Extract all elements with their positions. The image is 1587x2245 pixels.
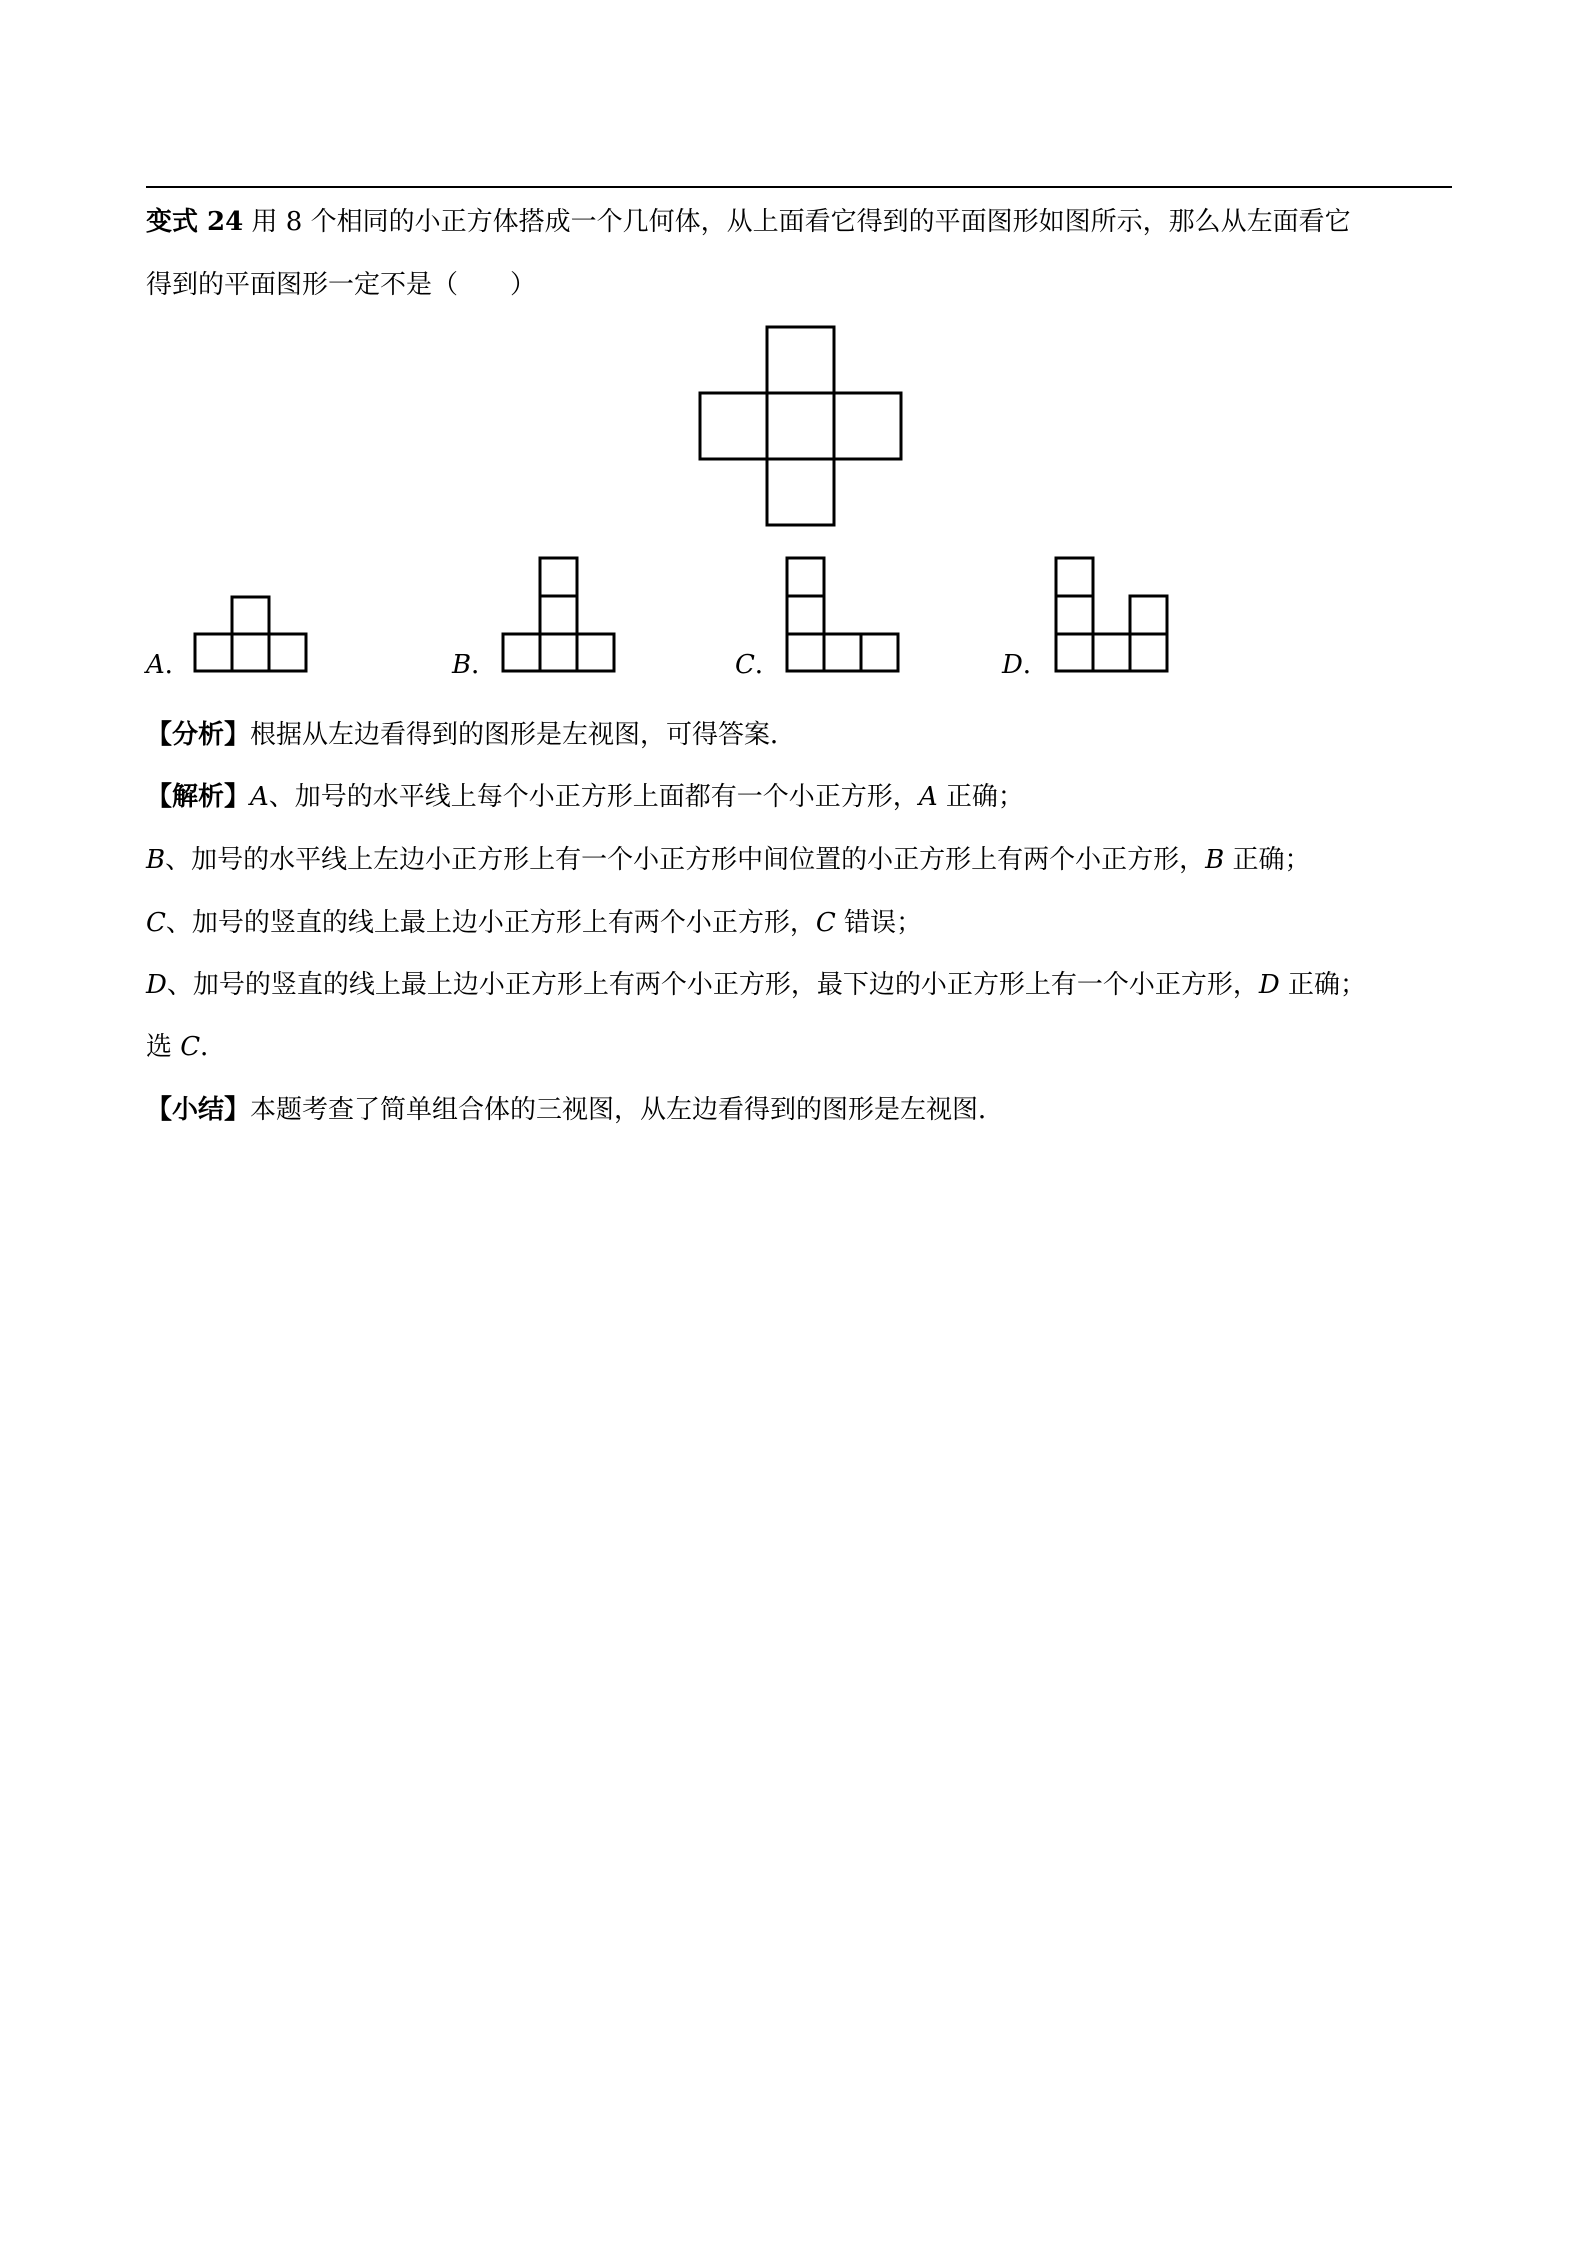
option-d-label: D． <box>1002 650 1049 680</box>
analysis-tag: 【分析】 <box>146 720 251 750</box>
option-c-cell <box>787 634 824 671</box>
option-a-cell <box>269 634 306 671</box>
option-a-cell <box>195 634 232 671</box>
option-d-cell <box>1130 596 1167 634</box>
option-d-cell <box>1130 634 1167 671</box>
solution-line-3: C、加号的竖直的线上最上边小正方形上有两个小正方形，C 错误； <box>146 908 923 938</box>
question-number: 变式 24 <box>146 207 244 237</box>
option-d-cell <box>1093 634 1130 671</box>
option-d-cell <box>1056 596 1093 634</box>
option-d-figure <box>1056 558 1171 673</box>
header-rule <box>146 186 1452 188</box>
top-view-cell <box>834 393 901 459</box>
solution-line-4: D、加号的竖直的线上最上边小正方形上有两个小正方形，最下边的小正方形上有一个小正方形，D 正确； <box>146 970 1366 1000</box>
option-c-cell <box>787 596 824 634</box>
solution-line-1: 【解析】A、加号的水平线上每个小正方形上面都有一个小正方形，A 正确； <box>146 782 1024 812</box>
option-d-cell <box>1056 558 1093 596</box>
option-c-cell <box>824 634 861 671</box>
option-c-cell <box>861 634 898 671</box>
option-c-figure <box>787 558 902 673</box>
option-c-cell <box>787 558 824 596</box>
option-b-cell <box>540 558 577 596</box>
summary-line <box>146 1090 1004 1130</box>
option-b-cell <box>503 634 540 671</box>
option-b-cell <box>540 634 577 671</box>
top-view-cell <box>700 393 767 459</box>
question-text-2: 得到的平面图形一定不是（ ） <box>146 270 537 300</box>
summary-tag: 【小结】 <box>146 1095 251 1125</box>
solution-tag: 【解析】 <box>146 782 251 812</box>
option-b-cell <box>577 634 614 671</box>
top-view-cell <box>767 327 834 393</box>
summary-text: 本题考查了简单组合体的三视图，从左边看得到的图形是左视图． <box>250 1095 1005 1125</box>
option-c-label: C． <box>735 650 781 680</box>
top-view-figure <box>700 327 905 527</box>
question-line-2 <box>146 265 536 305</box>
option-a-cell <box>232 634 269 671</box>
question-text-1: 用 8 个相同的小正方体搭成一个几何体，从上面看它得到的平面图形如图所示，那么从左面看它 <box>251 207 1351 237</box>
analysis-text: 根据从左边看得到的图形是左视图，可得答案． <box>250 720 797 750</box>
solution-line-5: 选 C． <box>146 1032 227 1062</box>
option-d-cell <box>1056 634 1093 671</box>
question-line-1 <box>146 202 1351 242</box>
option-a-cell <box>232 597 269 634</box>
top-view-cell <box>767 393 834 459</box>
option-b-cell <box>540 596 577 634</box>
option-b-label: B． <box>452 650 498 680</box>
solution-line-2: B、加号的水平线上左边小正方形上有一个小正方形中间位置的小正方形上有两个小正方形，B 正确； <box>146 845 1311 875</box>
option-a-figure <box>195 597 310 672</box>
analysis-line <box>146 715 796 755</box>
option-a-label: A． <box>146 650 191 680</box>
option-b-figure <box>503 558 618 673</box>
top-view-cell <box>767 459 834 525</box>
